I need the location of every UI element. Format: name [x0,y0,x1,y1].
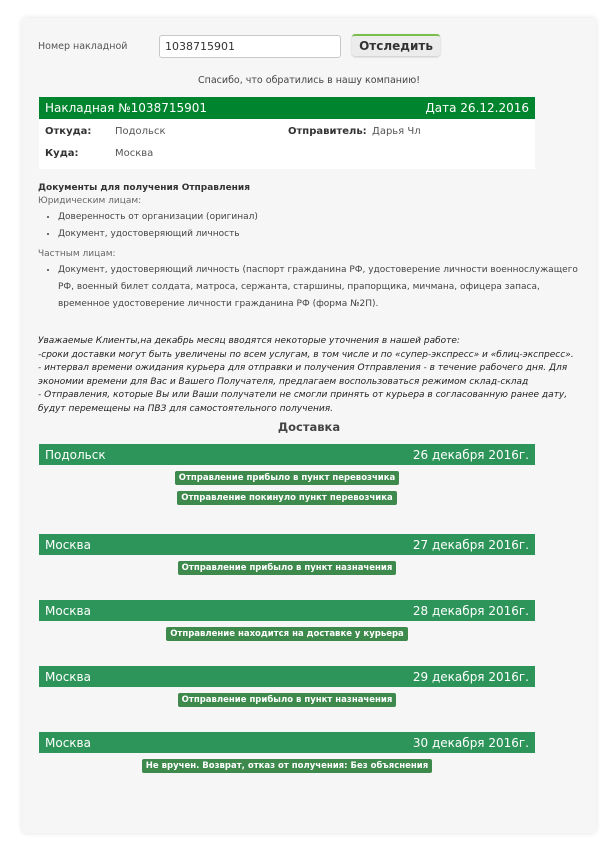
notice-line: -сроки доставки могут быть увеличены по всем услугам, в том числе и по «супер-экспресс» и «блиц-экспресс». [38,349,574,360]
delivery-event [39,534,535,575]
delivery-event [39,444,535,505]
waybill-number-label: Номер накладной [38,41,128,52]
from-value: Подольск [115,126,166,137]
search-row [22,18,596,78]
notice-text [38,335,583,416]
status-badge: Отправление находится на доставке у курьера [166,627,408,641]
event-header [39,600,535,621]
invoice-body [39,119,535,169]
event-header [39,666,535,687]
track-button[interactable]: Отследить [352,34,440,56]
list-item: • Документ, удостоверяющий личность (паспорт гражданина РФ, удостоверение личности военнослужащего РФ, военный билет солдата, матроса, сержанта, старшины, прапорщика, мичмана, офицера запаса, временное удостоверение личности гражданина РФ (форма №2П). [58,262,578,313]
sender-label: Отправитель: [288,126,367,137]
delivery-event [39,732,535,773]
event-header [39,444,535,465]
event-date: 26 декабря 2016г. [412,447,529,462]
event-city: Подольск [45,447,106,462]
list-item: • Документ, удостоверяющий личность [58,226,578,243]
event-city: Москва [45,735,91,750]
documents-section [38,183,578,319]
invoice-card [39,97,535,169]
legal-entities-list [38,209,578,243]
event-header [39,732,535,753]
to-label: Куда: [45,148,79,159]
status-badge: Отправление прибыло в пункт назначения [178,561,397,575]
event-date: 29 декабря 2016г. [412,669,529,684]
status-badge: Не вручен. Возврат, отказ от получения: Без объяснения [142,759,432,773]
status-list [39,465,535,505]
delivery-title: Доставка [277,420,341,434]
delivery-event [39,666,535,707]
thanks-message: Спасибо, что обратились в нашу компанию! [198,75,420,86]
notice-line: - интервал времени ожидания курьера для отправки и получения Отправления - в течение рабочего дня. Для экономии времени для Вас и Вашего Получателя, предлагаем воспользоваться режимом склад-склад [38,363,568,387]
notice-line: - Отправления, которые Вы или Ваши получатели не смогли принять от курьера в согласованную ранее дату, будут перемещены на ПВЗ для самостоятельного получения. [38,390,568,414]
invoice-date: Дата 26.12.2016 [425,101,529,115]
event-date: 28 декабря 2016г. [412,603,529,618]
event-header [39,534,535,555]
status-badge: Отправление покинуло пункт перевозчика [177,491,397,505]
status-badge: Отправление прибыло в пункт назначения [178,693,397,707]
sender-value: Дарья Чл [372,126,421,137]
event-date: 27 декабря 2016г. [412,537,529,552]
waybill-number-input[interactable] [159,35,341,58]
event-city: Москва [45,537,91,552]
event-city: Москва [45,603,91,618]
invoice-header [39,97,535,119]
legal-entities-label: Юридическим лицам: [38,196,142,206]
event-city: Москва [45,669,91,684]
delivery-event [39,600,535,641]
status-list [39,753,535,773]
notice-line: Уважаемые Клиенты,на декабрь месяц вводятся некоторые уточнения в нашей работе: [38,336,460,346]
list-item: • Доверенность от организации (оригинал) [58,209,578,226]
event-date: 30 декабря 2016г. [412,735,529,750]
tracking-panel [22,18,596,833]
individuals-list [38,262,578,313]
status-badge: Отправление прибыло в пункт перевозчика [175,471,400,485]
documents-title: Документы для получения Отправления [38,183,250,193]
to-value: Москва [115,148,154,159]
status-list [39,687,535,707]
individuals-label: Частным лицам: [38,249,116,259]
invoice-title: Накладная №1038715901 [45,101,208,115]
status-list [39,621,535,641]
from-label: Откуда: [45,126,92,137]
status-list [39,555,535,575]
